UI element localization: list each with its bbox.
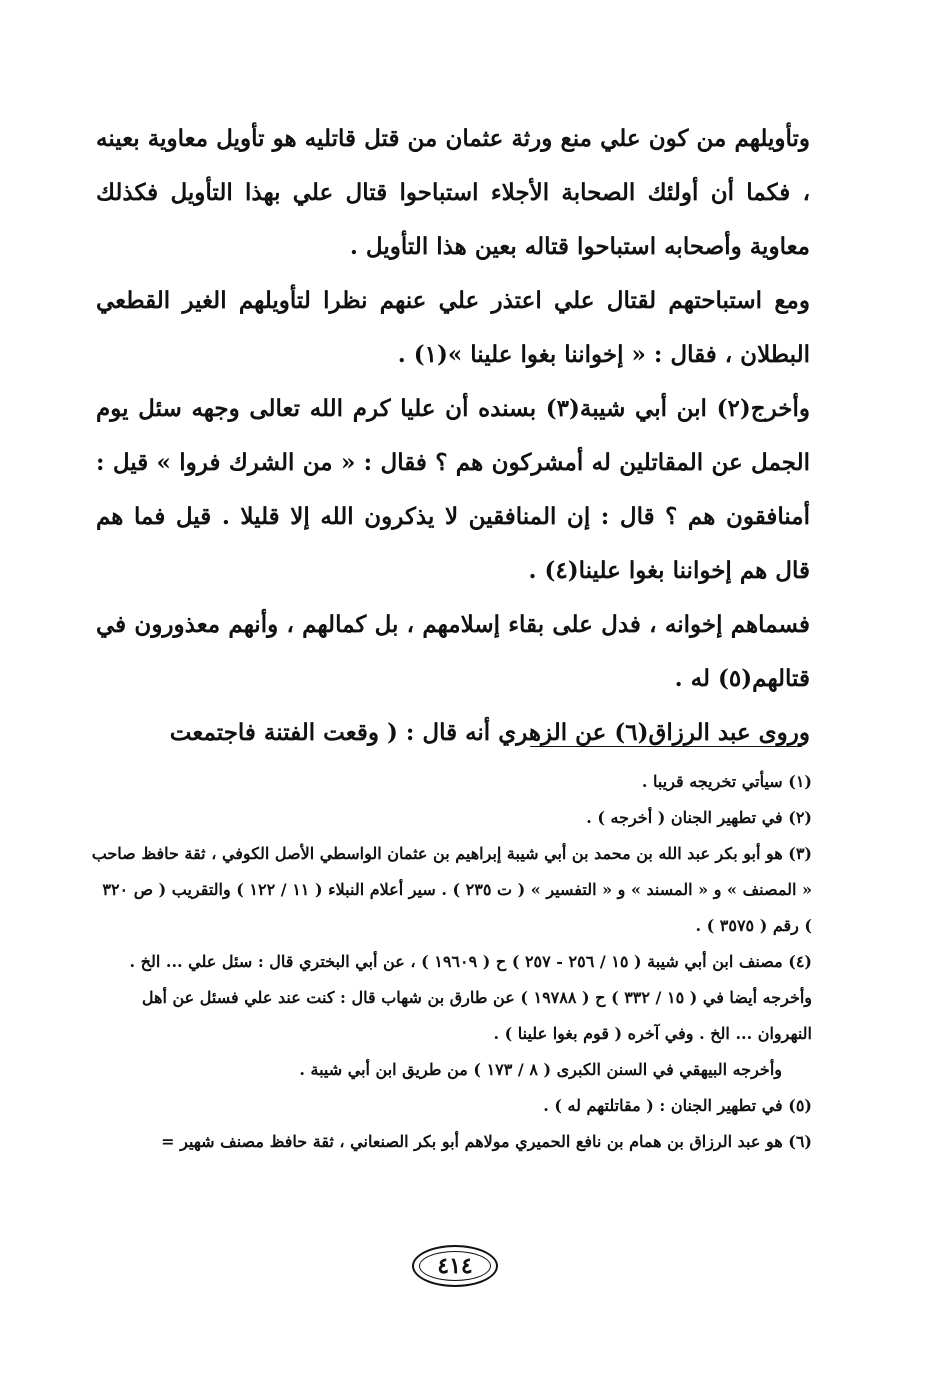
footnote-divider: [530, 746, 802, 747]
footnote: (٥) في تطهير الجنان : ( مقاتلتهم له ) .: [543, 1096, 812, 1115]
main-paragraph: وأخرج(٢) ابن أبي شيبة(٣) بسنده أن عليا كرم الله تعالى وجهه سئل يوم الجمل عن المقاتلين له أمشركون هم ؟ فقال : « من الشرك فروا » قيل : أمنافقون هم ؟ قال : إن المنافقين لا يذكرون الله إلا قليلا . قيل فما هم قال هم إخواننا بغوا علينا(٤) .: [96, 395, 810, 584]
footnotes: [90, 764, 812, 1160]
main-paragraph: فسماهم إخوانه ، فدل على بقاء إسلامهم ، بل كمالهم ، وأنهم معذورون في قتالهم(٥) له .: [96, 611, 810, 692]
footnote: (٢) في تطهير الجنان ( أخرجه ) .: [586, 808, 812, 827]
footnote: (٣) هو أبو بكر عبد الله بن محمد بن أبي شيبة إبراهيم بن عثمان الواسطي الأصل الكوفي ، ثقة حافظ صاحب « المصنف » و « المسند » و « التفسير » ( ت ٢٣٥ ) . سير أعلام النبلاء ( ١١ / ١٢٢ ) والتقريب ( ص ٣٢٠ ) رقم ( ٣٥٧٥ ) .: [91, 844, 812, 935]
page-number: ٤١٤: [412, 1245, 498, 1287]
footnote: (٦) هو عبد الرزاق بن همام بن نافع الحميري مولاهم أبو بكر الصنعاني ، ثقة حافظ مصنف شهير =: [161, 1132, 812, 1151]
footnote-continuation: وأخرجه البيهقي في السنن الكبرى ( ٨ / ١٧٣ ) من طريق ابن أبي شيبة .: [299, 1060, 782, 1079]
main-paragraph: وروى عبد الرزاق(٦) عن الزهري أنه قال : ( وقعت الفتنة فاجتمعت: [169, 719, 810, 746]
main-text: [96, 112, 810, 760]
footnote: (١) سيأتي تخريجه قريبا .: [641, 772, 812, 791]
main-paragraph: ومع استباحتهم لقتال علي اعتذر علي عنهم نظرا لتأويلهم الغير القطعي البطلان ، فقال : « إخواننا بغوا علينا »(١) .: [96, 287, 810, 368]
footnote: (٤) مصنف ابن أبي شيبة ( ١٥ / ٢٥٦ - ٢٥٧ ) ح ( ١٩٦٠٩ ) ، عن أبي البختري قال : سئل علي ... الخ . وأخرجه أيضا في ( ١٥ / ٣٣٢ ) ح ( ١٩٧٨٨ ) عن طارق بن شهاب قال : كنت عند علي فسئل عن أهل النهروان ... الخ . وفي آخره ( قوم بغوا علينا ) .: [129, 952, 812, 1043]
main-paragraph: وتأويلهم من كون علي منع ورثة عثمان من قتل قاتليه هو تأويل معاوية بعينه ، فكما أن أولئك الصحابة الأجلاء استباحوا قتال علي بهذا التأويل فكذلك معاوية وأصحابه استباحوا قتاله بعين هذا التأويل .: [96, 125, 810, 260]
